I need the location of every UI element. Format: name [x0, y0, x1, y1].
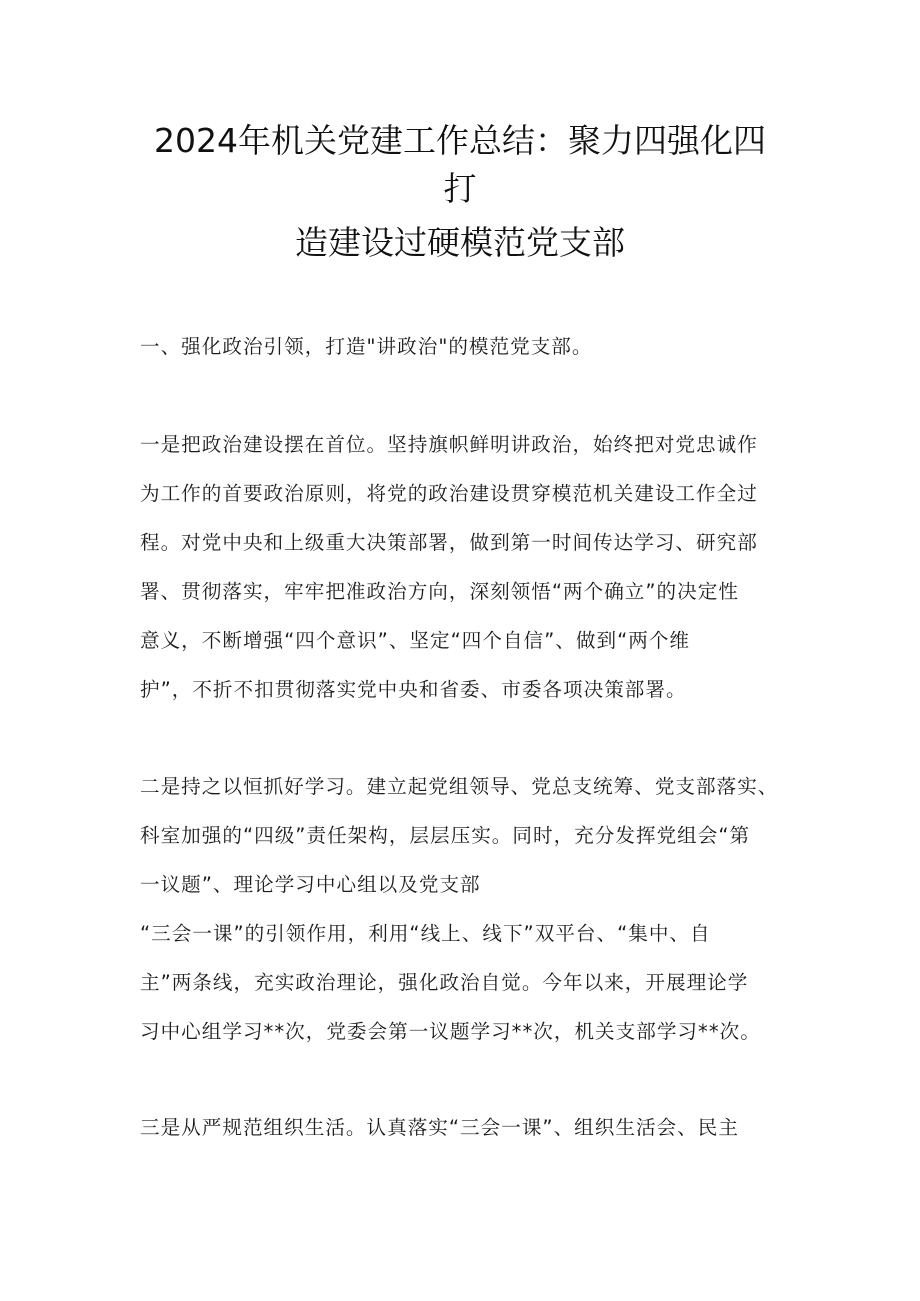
paragraph-line: 主”两条线，充实政治理论，强化政治自觉。今年以来，开展理论学 [140, 971, 749, 994]
document-title-line-2: 打 [443, 169, 477, 208]
paragraph-line: 二是持之以恒抓好学习。建立起党组领导、党总支统筹、党支部落实、 [140, 775, 779, 798]
document-title-line-3: 造建设过硬模范党支部 [295, 223, 625, 262]
paragraph-line: 护”，不折不扣贯彻落实党中央和省委、市委各项决策部署。 [140, 678, 687, 701]
paragraph-line: 程。对党中央和上级重大决策部署，做到第一时间传达学习、研究部 [140, 531, 758, 554]
paragraph-line: 意义，不断增强“四个意识”、坚定“四个自信”、做到“两个维 [140, 629, 691, 652]
paragraph-organization-life [140, 1103, 800, 1152]
section-heading-text: 一、强化政治引领，打造"讲政治"的模范党支部。 [140, 335, 593, 358]
section-heading [140, 322, 800, 371]
paragraph-line: 一是把政治建设摆在首位。坚持旗帜鲜明讲政治，始终把对党忠诚作 [140, 433, 758, 456]
paragraph-line: 三是从严规范组织生活。认真落实“三会一课”、组织生活会、民主 [140, 1116, 739, 1139]
paragraph-line: 习中心组学习**次，党委会第一议题学习**次，机关支部学习**次。 [140, 1020, 761, 1043]
paragraph-political-construction [140, 420, 800, 714]
document-title-line-1: 2024年机关党建工作总结：聚力四强化四 [154, 121, 766, 160]
paragraph-line: 署、贯彻落实，牢牢把准政治方向，深刻领悟“两个确立”的决定性 [140, 580, 739, 603]
paragraph-study [140, 762, 800, 1056]
paragraph-line: 一议题”、理论学习中心组以及党支部 [140, 873, 481, 896]
paragraph-line: “三会一课”的引领作用，利用“线上、线下”双平台、“集中、自 [140, 922, 711, 945]
paragraph-line: 科室加强的“四级”责任架构，层层压实。同时，充分发挥党组会“第 [140, 824, 751, 847]
paragraph-line: 为工作的首要政治原则，将党的政治建设贯穿模范机关建设工作全过 [140, 482, 758, 505]
